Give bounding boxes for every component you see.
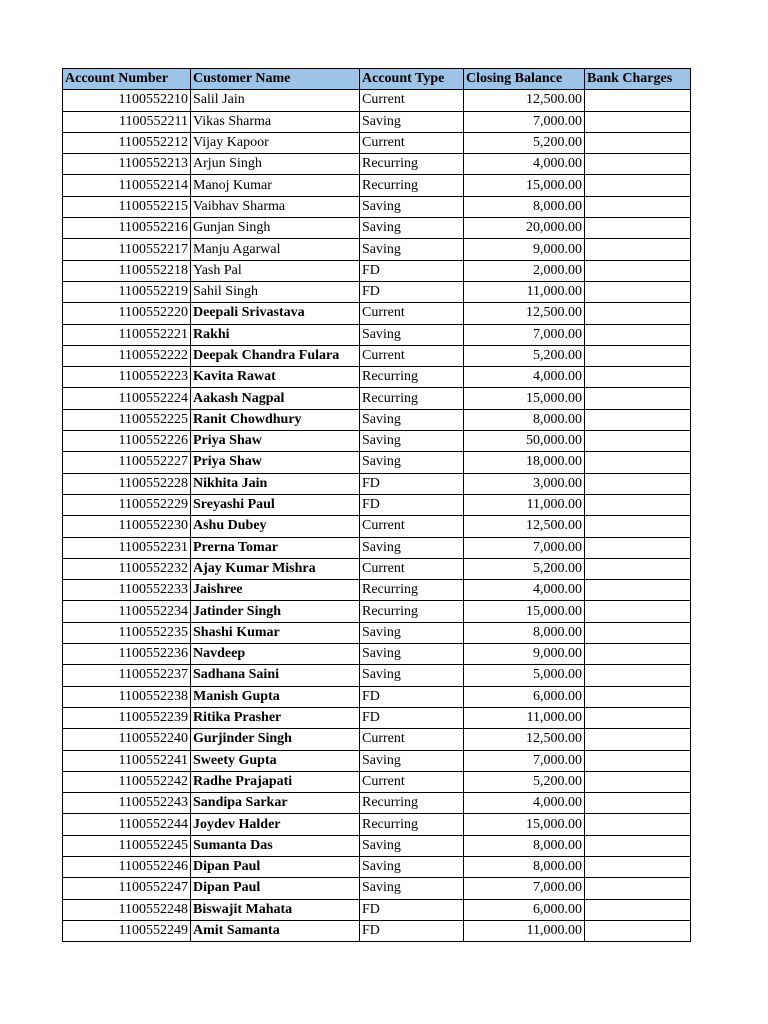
- bank-charges-cell[interactable]: [585, 814, 691, 835]
- customer-name-cell[interactable]: Amit Samanta: [191, 920, 360, 941]
- account-number-cell[interactable]: 1100552241: [63, 750, 191, 771]
- closing-balance-cell[interactable]: 11,000.00: [464, 920, 585, 941]
- customer-name-cell[interactable]: Sahil Singh: [191, 281, 360, 302]
- account-number-cell[interactable]: 1100552234: [63, 601, 191, 622]
- customer-name-cell[interactable]: Shashi Kumar: [191, 622, 360, 643]
- bank-charges-cell[interactable]: [585, 90, 691, 111]
- table-row: [63, 175, 691, 196]
- account-type-cell[interactable]: Recurring: [360, 388, 464, 409]
- bank-charges-cell[interactable]: [585, 303, 691, 324]
- table-row: [63, 260, 691, 281]
- account-type-cell[interactable]: Saving: [360, 622, 464, 643]
- account-type-cell[interactable]: Current: [360, 345, 464, 366]
- account-number-cell[interactable]: 1100552213: [63, 154, 191, 175]
- table-row: [63, 281, 691, 302]
- table-row: [63, 729, 691, 750]
- closing-balance-cell[interactable]: 8,000.00: [464, 835, 585, 856]
- header-customer-name: Customer Name: [191, 69, 360, 90]
- account-number-cell[interactable]: 1100552210: [63, 90, 191, 111]
- bank-charges-cell[interactable]: [585, 558, 691, 579]
- account-type-cell[interactable]: Saving: [360, 537, 464, 558]
- account-type-cell[interactable]: Current: [360, 771, 464, 792]
- closing-balance-cell[interactable]: 12,500.00: [464, 516, 585, 537]
- account-number-cell[interactable]: 1100552225: [63, 409, 191, 430]
- account-number-cell[interactable]: 1100552231: [63, 537, 191, 558]
- table-row: [63, 558, 691, 579]
- table-row: [63, 90, 691, 111]
- customer-name-cell[interactable]: Ranit Chowdhury: [191, 409, 360, 430]
- customer-name-cell[interactable]: Dipan Paul: [191, 878, 360, 899]
- closing-balance-cell[interactable]: 15,000.00: [464, 388, 585, 409]
- account-number-cell[interactable]: 1100552211: [63, 111, 191, 132]
- account-number-cell[interactable]: 1100552238: [63, 686, 191, 707]
- account-type-cell[interactable]: Saving: [360, 878, 464, 899]
- customer-name-cell[interactable]: Arjun Singh: [191, 154, 360, 175]
- account-number-cell[interactable]: 1100552220: [63, 303, 191, 324]
- table-row: [63, 473, 691, 494]
- table-row: [63, 409, 691, 430]
- closing-balance-cell[interactable]: 12,500.00: [464, 90, 585, 111]
- account-type-cell[interactable]: FD: [360, 260, 464, 281]
- closing-balance-cell[interactable]: 8,000.00: [464, 856, 585, 877]
- table-row: [63, 154, 691, 175]
- bank-charges-cell[interactable]: [585, 409, 691, 430]
- bank-charges-cell[interactable]: [585, 367, 691, 388]
- customer-name-cell[interactable]: Nikhita Jain: [191, 473, 360, 494]
- table-body: [63, 90, 691, 942]
- account-number-cell[interactable]: 1100552233: [63, 580, 191, 601]
- account-number-cell[interactable]: 1100552214: [63, 175, 191, 196]
- closing-balance-cell[interactable]: 7,000.00: [464, 537, 585, 558]
- bank-charges-cell[interactable]: [585, 580, 691, 601]
- table-row: [63, 686, 691, 707]
- account-type-cell[interactable]: FD: [360, 920, 464, 941]
- bank-charges-cell[interactable]: [585, 431, 691, 452]
- account-type-cell[interactable]: Current: [360, 558, 464, 579]
- account-type-cell[interactable]: Saving: [360, 452, 464, 473]
- customer-name-cell[interactable]: Sandipa Sarkar: [191, 793, 360, 814]
- bank-charges-cell[interactable]: [585, 260, 691, 281]
- account-type-cell[interactable]: Saving: [360, 431, 464, 452]
- account-type-cell[interactable]: Recurring: [360, 793, 464, 814]
- table-row: [63, 920, 691, 941]
- bank-charges-cell[interactable]: [585, 281, 691, 302]
- closing-balance-cell[interactable]: 20,000.00: [464, 218, 585, 239]
- table-row: [63, 218, 691, 239]
- closing-balance-cell[interactable]: 5,200.00: [464, 558, 585, 579]
- table-row: [63, 367, 691, 388]
- closing-balance-cell[interactable]: 8,000.00: [464, 622, 585, 643]
- account-number-cell[interactable]: 1100552232: [63, 558, 191, 579]
- bank-charges-cell[interactable]: [585, 175, 691, 196]
- bank-charges-cell[interactable]: [585, 111, 691, 132]
- customer-name-cell[interactable]: Vaibhav Sharma: [191, 196, 360, 217]
- bank-charges-cell[interactable]: [585, 665, 691, 686]
- table-row: [63, 537, 691, 558]
- account-type-cell[interactable]: FD: [360, 494, 464, 515]
- account-type-cell[interactable]: Current: [360, 516, 464, 537]
- account-type-cell[interactable]: Current: [360, 132, 464, 153]
- account-type-cell[interactable]: Recurring: [360, 601, 464, 622]
- bank-charges-cell[interactable]: [585, 601, 691, 622]
- header-closing-balance: Closing Balance: [464, 69, 585, 90]
- closing-balance-cell[interactable]: 12,500.00: [464, 729, 585, 750]
- table-row: [63, 814, 691, 835]
- table-row: [63, 644, 691, 665]
- bank-charges-cell[interactable]: [585, 537, 691, 558]
- account-type-cell[interactable]: Saving: [360, 196, 464, 217]
- bank-charges-cell[interactable]: [585, 388, 691, 409]
- account-type-cell[interactable]: Saving: [360, 750, 464, 771]
- closing-balance-cell[interactable]: 15,000.00: [464, 601, 585, 622]
- account-number-cell[interactable]: 1100552236: [63, 644, 191, 665]
- account-number-cell[interactable]: 1100552226: [63, 431, 191, 452]
- bank-charges-cell[interactable]: [585, 132, 691, 153]
- customer-name-cell[interactable]: Jaishree: [191, 580, 360, 601]
- table-row: [63, 516, 691, 537]
- closing-balance-cell[interactable]: 7,000.00: [464, 878, 585, 899]
- customer-name-cell[interactable]: Ritika Prasher: [191, 707, 360, 728]
- table-row: [63, 622, 691, 643]
- closing-balance-cell[interactable]: 7,000.00: [464, 111, 585, 132]
- closing-balance-cell[interactable]: 8,000.00: [464, 409, 585, 430]
- account-number-cell[interactable]: 1100552240: [63, 729, 191, 750]
- account-type-cell[interactable]: Recurring: [360, 367, 464, 388]
- account-type-cell[interactable]: FD: [360, 686, 464, 707]
- account-type-cell[interactable]: Recurring: [360, 814, 464, 835]
- customer-name-cell[interactable]: Sadhana Saini: [191, 665, 360, 686]
- customer-name-cell[interactable]: Aakash Nagpal: [191, 388, 360, 409]
- closing-balance-cell[interactable]: 9,000.00: [464, 239, 585, 260]
- account-type-cell[interactable]: FD: [360, 281, 464, 302]
- header-account-type: Account Type: [360, 69, 464, 90]
- table-row: [63, 111, 691, 132]
- account-number-cell[interactable]: 1100552222: [63, 345, 191, 366]
- closing-balance-cell[interactable]: 6,000.00: [464, 899, 585, 920]
- header-bank-charges: Bank Charges: [585, 69, 691, 90]
- account-number-cell[interactable]: 1100552247: [63, 878, 191, 899]
- account-number-cell[interactable]: 1100552224: [63, 388, 191, 409]
- account-number-cell[interactable]: 1100552242: [63, 771, 191, 792]
- closing-balance-cell[interactable]: 15,000.00: [464, 175, 585, 196]
- account-type-cell[interactable]: Saving: [360, 665, 464, 686]
- table-row: [63, 835, 691, 856]
- account-type-cell[interactable]: Recurring: [360, 580, 464, 601]
- account-number-cell[interactable]: 1100552217: [63, 239, 191, 260]
- table-row: [63, 388, 691, 409]
- account-type-cell[interactable]: FD: [360, 899, 464, 920]
- customer-name-cell[interactable]: Priya Shaw: [191, 452, 360, 473]
- closing-balance-cell[interactable]: 7,000.00: [464, 324, 585, 345]
- bank-charges-cell[interactable]: [585, 750, 691, 771]
- closing-balance-cell[interactable]: 5,200.00: [464, 132, 585, 153]
- account-number-cell[interactable]: 1100552218: [63, 260, 191, 281]
- bank-charges-cell[interactable]: [585, 239, 691, 260]
- account-type-cell[interactable]: Current: [360, 303, 464, 324]
- table-row: [63, 345, 691, 366]
- closing-balance-cell[interactable]: 12,500.00: [464, 303, 585, 324]
- customer-name-cell[interactable]: Prerna Tomar: [191, 537, 360, 558]
- table-row: [63, 196, 691, 217]
- account-number-cell[interactable]: 1100552230: [63, 516, 191, 537]
- bank-charges-cell[interactable]: [585, 196, 691, 217]
- closing-balance-cell[interactable]: 4,000.00: [464, 367, 585, 388]
- customer-name-cell[interactable]: Manoj Kumar: [191, 175, 360, 196]
- customer-name-cell[interactable]: Gunjan Singh: [191, 218, 360, 239]
- account-number-cell[interactable]: 1100552235: [63, 622, 191, 643]
- account-number-cell[interactable]: 1100552243: [63, 793, 191, 814]
- table-row: [63, 878, 691, 899]
- closing-balance-cell[interactable]: 4,000.00: [464, 580, 585, 601]
- customer-name-cell[interactable]: Manju Agarwal: [191, 239, 360, 260]
- bank-charges-cell[interactable]: [585, 473, 691, 494]
- bank-charges-cell[interactable]: [585, 771, 691, 792]
- table-row: [63, 324, 691, 345]
- bank-charges-cell[interactable]: [585, 686, 691, 707]
- account-number-cell[interactable]: 1100552227: [63, 452, 191, 473]
- bank-charges-cell[interactable]: [585, 729, 691, 750]
- table-row: [63, 856, 691, 877]
- bank-charges-cell[interactable]: [585, 452, 691, 473]
- table-row: [63, 580, 691, 601]
- closing-balance-cell[interactable]: 50,000.00: [464, 431, 585, 452]
- table-row: [63, 750, 691, 771]
- table-row: [63, 665, 691, 686]
- header-row: [63, 69, 691, 90]
- closing-balance-cell[interactable]: 11,000.00: [464, 494, 585, 515]
- account-number-cell[interactable]: 1100552244: [63, 814, 191, 835]
- customer-name-cell[interactable]: Sweety Gupta: [191, 750, 360, 771]
- customer-name-cell[interactable]: Navdeep: [191, 644, 360, 665]
- customer-name-cell[interactable]: Dipan Paul: [191, 856, 360, 877]
- customer-name-cell[interactable]: Ashu Dubey: [191, 516, 360, 537]
- account-table: [62, 68, 691, 942]
- table-row: [63, 303, 691, 324]
- customer-name-cell[interactable]: Salil Jain: [191, 90, 360, 111]
- bank-charges-cell[interactable]: [585, 516, 691, 537]
- account-type-cell[interactable]: Saving: [360, 239, 464, 260]
- bank-charges-cell[interactable]: [585, 218, 691, 239]
- bank-charges-cell[interactable]: [585, 899, 691, 920]
- account-type-cell[interactable]: Current: [360, 729, 464, 750]
- account-type-cell[interactable]: Saving: [360, 856, 464, 877]
- bank-charges-cell[interactable]: [585, 856, 691, 877]
- account-number-cell[interactable]: 1100552229: [63, 494, 191, 515]
- table-row: [63, 431, 691, 452]
- customer-name-cell[interactable]: Manish Gupta: [191, 686, 360, 707]
- table-row: [63, 899, 691, 920]
- table-row: [63, 132, 691, 153]
- closing-balance-cell[interactable]: 5,000.00: [464, 665, 585, 686]
- customer-name-cell[interactable]: Radhe Prajapati: [191, 771, 360, 792]
- closing-balance-cell[interactable]: 9,000.00: [464, 644, 585, 665]
- account-number-cell[interactable]: 1100552249: [63, 920, 191, 941]
- closing-balance-cell[interactable]: 8,000.00: [464, 196, 585, 217]
- bank-charges-cell[interactable]: [585, 644, 691, 665]
- customer-name-cell[interactable]: Ajay Kumar Mishra: [191, 558, 360, 579]
- closing-balance-cell[interactable]: 2,000.00: [464, 260, 585, 281]
- account-number-cell[interactable]: 1100552215: [63, 196, 191, 217]
- account-number-cell[interactable]: 1100552216: [63, 218, 191, 239]
- bank-charges-cell[interactable]: [585, 324, 691, 345]
- account-type-cell[interactable]: Saving: [360, 644, 464, 665]
- closing-balance-cell[interactable]: 11,000.00: [464, 707, 585, 728]
- customer-name-cell[interactable]: Vijay Kapoor: [191, 132, 360, 153]
- customer-name-cell[interactable]: Deepali Srivastava: [191, 303, 360, 324]
- account-type-cell[interactable]: Saving: [360, 111, 464, 132]
- account-number-cell[interactable]: 1100552228: [63, 473, 191, 494]
- account-type-cell[interactable]: Saving: [360, 218, 464, 239]
- customer-name-cell[interactable]: Gurjinder Singh: [191, 729, 360, 750]
- table-row: [63, 771, 691, 792]
- account-type-cell[interactable]: Saving: [360, 409, 464, 430]
- customer-name-cell[interactable]: Yash Pal: [191, 260, 360, 281]
- table-row: [63, 707, 691, 728]
- closing-balance-cell[interactable]: 18,000.00: [464, 452, 585, 473]
- customer-name-cell[interactable]: Joydev Halder: [191, 814, 360, 835]
- account-number-cell[interactable]: 1100552237: [63, 665, 191, 686]
- account-type-cell[interactable]: Saving: [360, 324, 464, 345]
- customer-name-cell[interactable]: Vikas Sharma: [191, 111, 360, 132]
- customer-name-cell[interactable]: Biswajit Mahata: [191, 899, 360, 920]
- customer-name-cell[interactable]: Kavita Rawat: [191, 367, 360, 388]
- bank-charges-cell[interactable]: [585, 494, 691, 515]
- account-number-cell[interactable]: 1100552223: [63, 367, 191, 388]
- bank-charges-cell[interactable]: [585, 835, 691, 856]
- closing-balance-cell[interactable]: 15,000.00: [464, 814, 585, 835]
- account-type-cell[interactable]: FD: [360, 473, 464, 494]
- bank-charges-cell[interactable]: [585, 154, 691, 175]
- customer-name-cell[interactable]: Rakhi: [191, 324, 360, 345]
- customer-name-cell[interactable]: Deepak Chandra Fulara: [191, 345, 360, 366]
- account-type-cell[interactable]: Recurring: [360, 154, 464, 175]
- closing-balance-cell[interactable]: 11,000.00: [464, 281, 585, 302]
- account-type-cell[interactable]: Saving: [360, 835, 464, 856]
- account-type-cell[interactable]: Recurring: [360, 175, 464, 196]
- account-number-cell[interactable]: 1100552245: [63, 835, 191, 856]
- table-row: [63, 793, 691, 814]
- table-row: [63, 452, 691, 473]
- bank-charges-cell[interactable]: [585, 793, 691, 814]
- bank-charges-cell[interactable]: [585, 707, 691, 728]
- bank-charges-cell[interactable]: [585, 345, 691, 366]
- closing-balance-cell[interactable]: 7,000.00: [464, 750, 585, 771]
- closing-balance-cell[interactable]: 4,000.00: [464, 154, 585, 175]
- bank-charges-cell[interactable]: [585, 920, 691, 941]
- table-row: [63, 239, 691, 260]
- account-number-cell[interactable]: 1100552219: [63, 281, 191, 302]
- table-row: [63, 601, 691, 622]
- closing-balance-cell[interactable]: 4,000.00: [464, 793, 585, 814]
- account-number-cell[interactable]: 1100552221: [63, 324, 191, 345]
- customer-name-cell[interactable]: Sreyashi Paul: [191, 494, 360, 515]
- closing-balance-cell[interactable]: 5,200.00: [464, 771, 585, 792]
- account-number-cell[interactable]: 1100552246: [63, 856, 191, 877]
- bank-charges-cell[interactable]: [585, 878, 691, 899]
- account-number-cell[interactable]: 1100552239: [63, 707, 191, 728]
- closing-balance-cell[interactable]: 5,200.00: [464, 345, 585, 366]
- bank-charges-cell[interactable]: [585, 622, 691, 643]
- header-account-number: Account Number: [63, 69, 191, 90]
- customer-name-cell[interactable]: Sumanta Das: [191, 835, 360, 856]
- closing-balance-cell[interactable]: 6,000.00: [464, 686, 585, 707]
- closing-balance-cell[interactable]: 3,000.00: [464, 473, 585, 494]
- account-type-cell[interactable]: Current: [360, 90, 464, 111]
- account-number-cell[interactable]: 1100552212: [63, 132, 191, 153]
- table-row: [63, 494, 691, 515]
- customer-name-cell[interactable]: Jatinder Singh: [191, 601, 360, 622]
- account-type-cell[interactable]: FD: [360, 707, 464, 728]
- account-number-cell[interactable]: 1100552248: [63, 899, 191, 920]
- customer-name-cell[interactable]: Priya Shaw: [191, 431, 360, 452]
